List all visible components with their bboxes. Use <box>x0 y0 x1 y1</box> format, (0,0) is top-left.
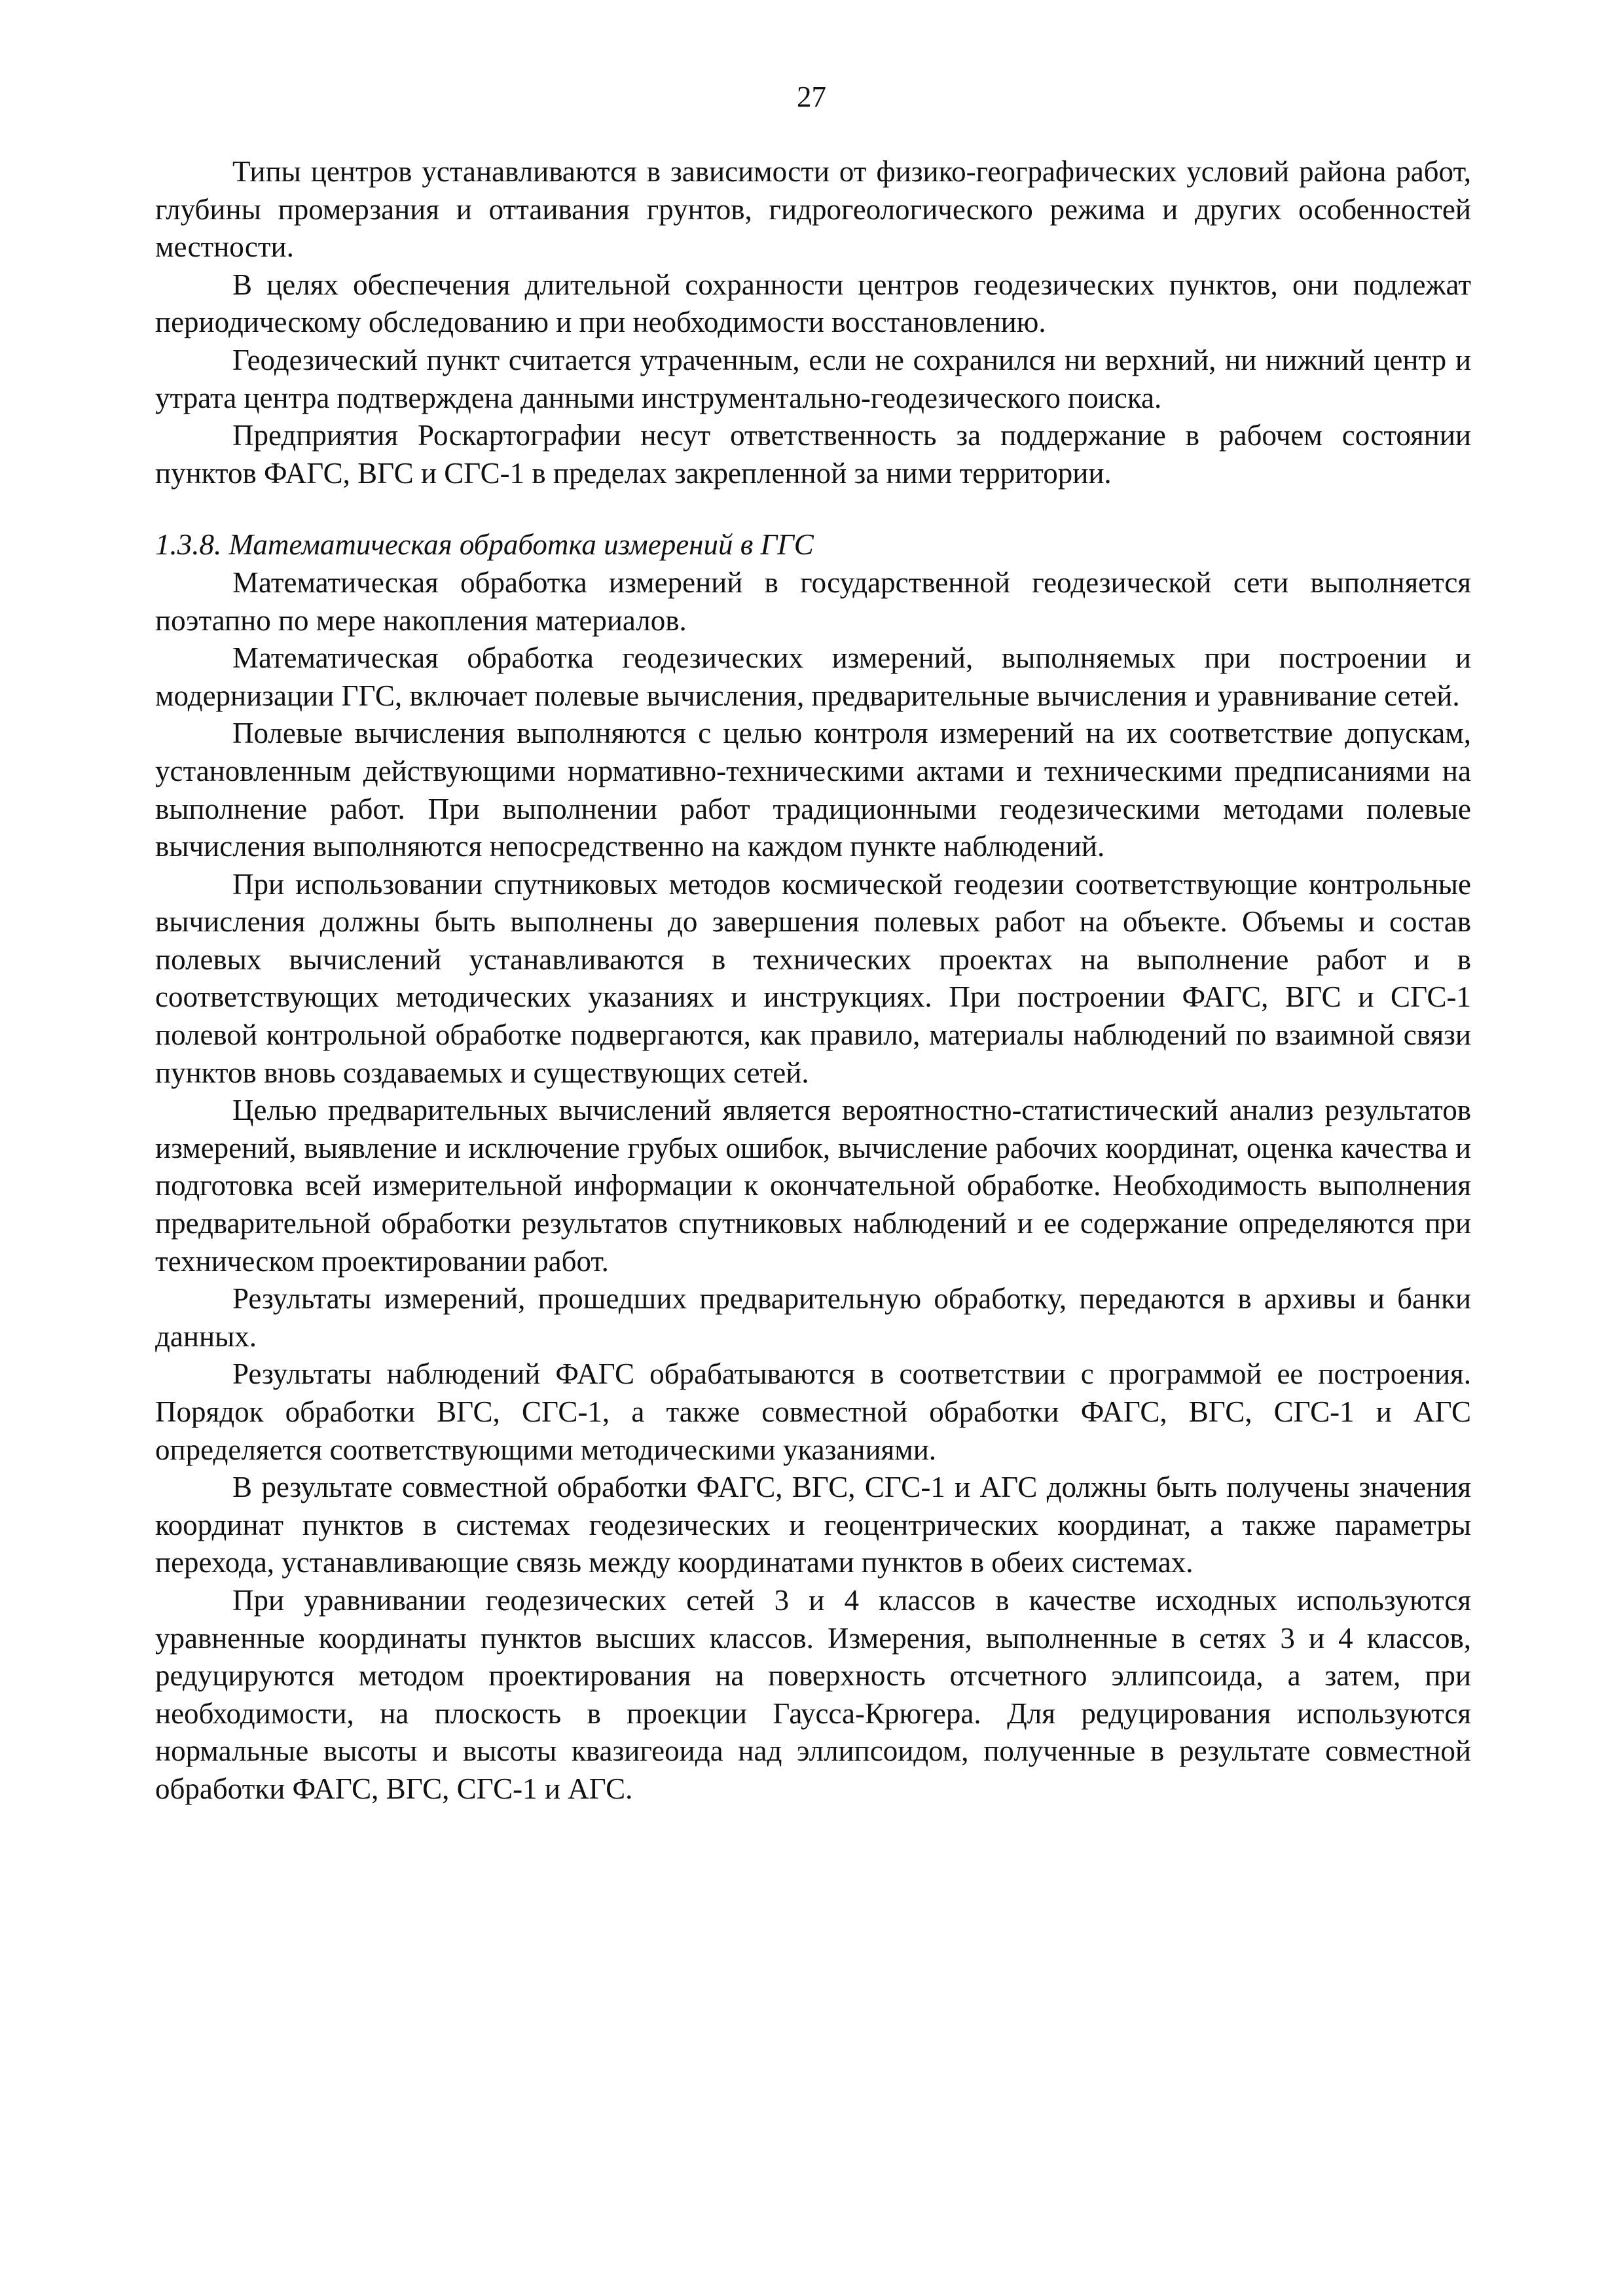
paragraph: При уравнивании геодезических сетей 3 и 4 классов в качестве исходных используются уравненные координаты пунктов высших классов. Измерения, выполненные в сетях 3 и 4 классов, редуцируются методом проектирования на поверхность отсчетного эллипсоида, а затем, при необходимости, на плоскость в проекции Гаусса-Крюгера. Для редуцирования используются нормальные высоты и высоты квазигеоида над эллипсоидом, полученные в результате совместной обработки ФАГС, ВГС, СГС-1 и АГС. <box>155 1583 1471 1805</box>
page-number: 27 <box>797 81 826 113</box>
paragraph: Типы центров устанавливаются в зависимости от физико-географических условий района работ, глубины промерзания и оттаивания грунтов, гидрогеологического режима и других особенностей местности. <box>155 155 1471 264</box>
paragraph: Результаты измерений, прошедших предварительную обработку, передаются в архивы и банки данных. <box>155 1282 1471 1353</box>
section-heading: 1.3.8. Математическая обработка измерений в ГГС <box>155 528 814 562</box>
paragraph: Результаты наблюдений ФАГС обрабатываются в соответствии с программой ее построения. Порядок обработки ВГС, СГС-1, а также совместной обработки ФАГС, ВГС, СГС-1 и АГС определяется соответствующими методическими указаниями. <box>155 1357 1471 1466</box>
paragraph: Целью предварительных вычислений является вероятностно-статистический анализ результатов измерений, выявление и исключение грубых ошибок, вычисление рабочих координат, оценка качества и подготовка всей измерительной информации к окончательной обработке. Необходимость выполнения предварительной обработки результатов спутниковых наблюдений и ее содержание определяются при техническом проектировании работ. <box>155 1094 1471 1278</box>
paragraph: При использовании спутниковых методов космической геодезии соответствующие контрольные вычисления должны быть выполнены до завершения полевых работ на объекте. Объемы и состав полевых вычислений устанавливаются в технических проектах на выполнение работ и в соответствующих методических указаниях и инструкциях. При построении ФАГС, ВГС и СГС-1 полевой контрольной обработке подвергаются, как правило, материалы наблюдений по взаимной связи пунктов вновь создаваемых и существующих сетей. <box>155 867 1471 1089</box>
paragraph: Предприятия Роскартографии несут ответственность за поддержание в рабочем состоянии пунктов ФАГС, ВГС и СГС-1 в пределах закрепленной за ними территории. <box>155 419 1471 490</box>
paragraph: В целях обеспечения длительной сохранности центров геодезических пунктов, они подлежат периодическому обследованию и при необходимости восстановлению. <box>155 268 1471 339</box>
paragraph: Математическая обработка измерений в государственной геодезической сети выполняется поэтапно по мере накопления материалов. <box>155 565 1471 637</box>
paragraph: Математическая обработка геодезических измерений, выполняемых при построении и модернизации ГГС, включает полевые вычисления, предварительные вычисления и уравнивание сетей. <box>155 641 1471 712</box>
paragraph: Полевые вычисления выполняются с целью контроля измерений на их соответствие допускам, установленным действующими нормативно-техническими актами и техническими предписаниями на выполнение работ. При выполнении работ традиционными геодезическими методами полевые вычисления выполняются непосредственно на каждом пункте наблюдений. <box>155 717 1471 863</box>
paragraph: Геодезический пункт считается утраченным, если не сохранился ни верхний, ни нижний центр и утрата центра подтверждена данными инструментально-геодезического поиска. <box>155 343 1471 414</box>
document-body <box>155 153 1471 1808</box>
paragraph: В результате совместной обработки ФАГС, ВГС, СГС-1 и АГС должны быть получены значения координат пунктов в системах геодезических и геоцентрических координат, а также параметры перехода, устанавливающие связь между координатами пунктов в обеих системах. <box>155 1471 1471 1579</box>
